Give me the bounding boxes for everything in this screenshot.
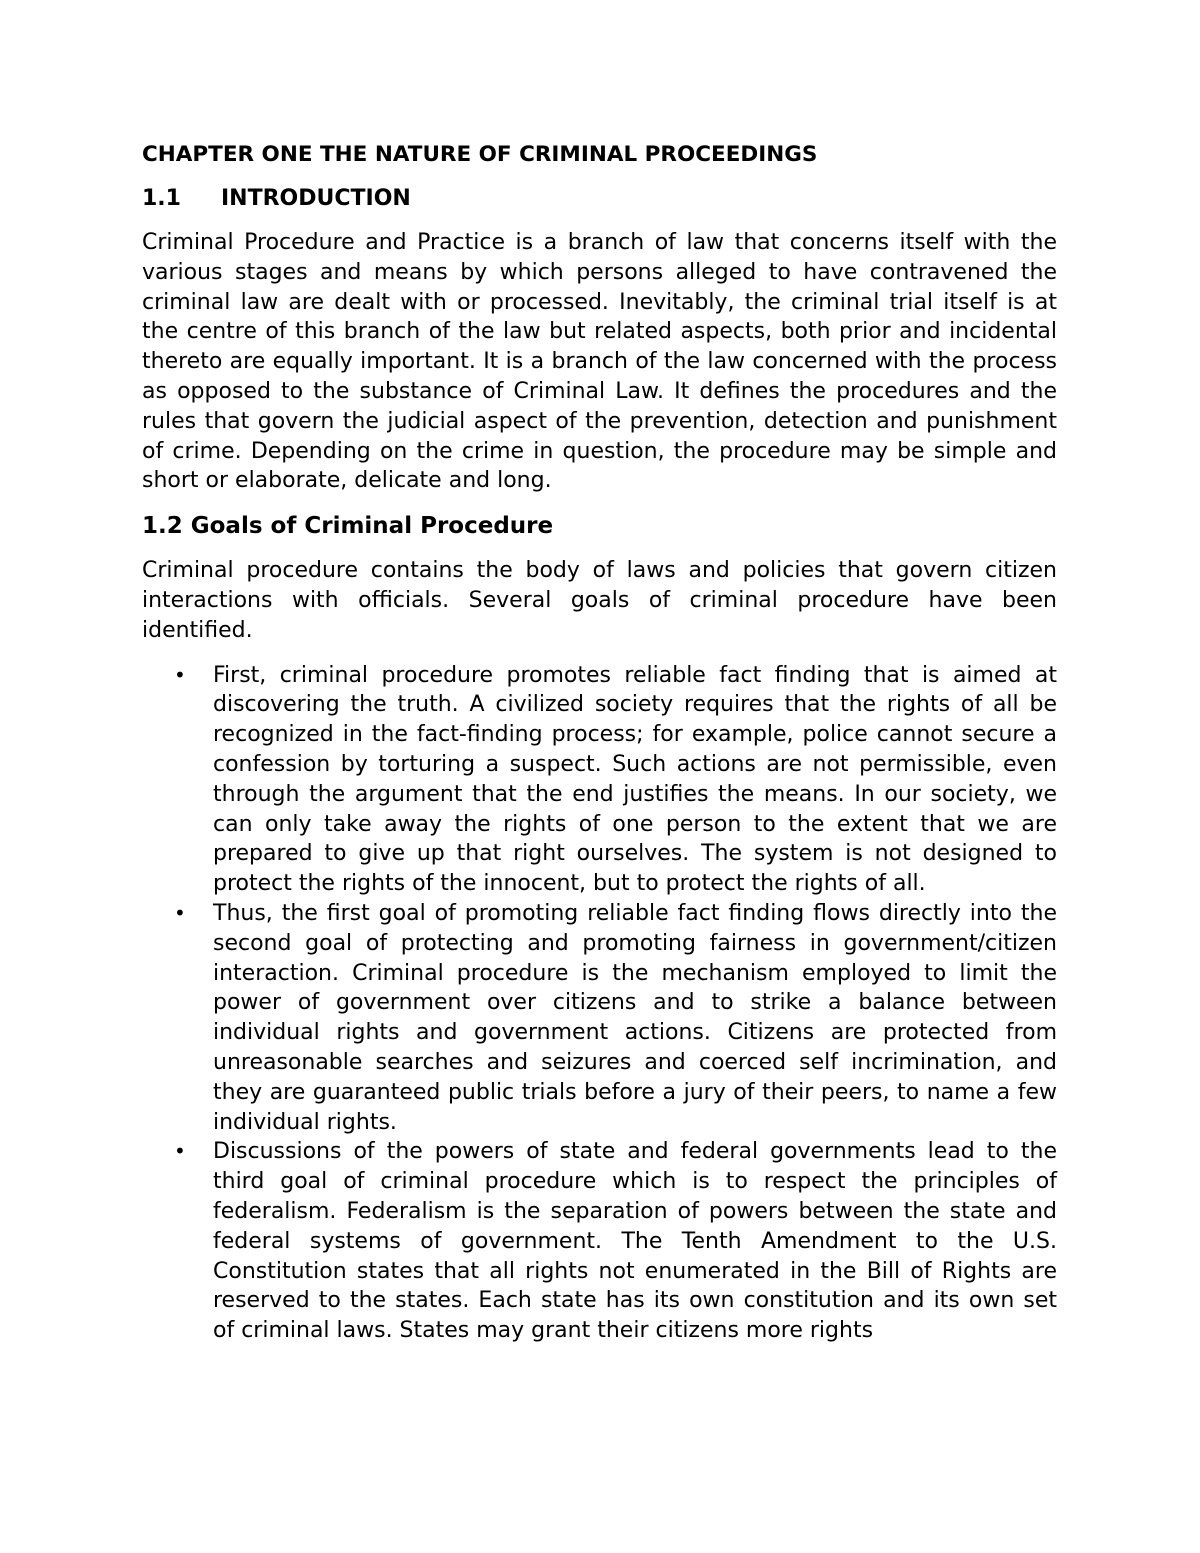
goals-bullet-list	[142, 661, 1057, 1346]
bullet-icon: •	[174, 1139, 186, 1164]
list-item-text: Thus, the first goal of promoting reliable fact finding flows directly into the second goal of protecting and promoting fairness in government/citizen interaction. Criminal procedure is the mechanism employed to limit the power of government over citizens and to strike a balance between individual rights and government actions. Citizens are protected from unreasonable searches and seizures and coerced self incrimination, and they are guaranteed public trials before a jury of their peers, to name a few individual rights.	[213, 900, 1057, 1135]
list-item	[142, 1137, 1057, 1346]
section-title: INTRODUCTION	[221, 186, 411, 211]
list-item-text: Discussions of the powers of state and federal governments lead to the third goal of criminal procedure which is to respect the principles of federalism. Federalism is the separation of powers between the state and federal systems of government. The Tenth Amendment to the U.S. Constitution states that all rights not enumerated in the Bill of Rights are reserved to the states. Each state has its own constitution and its own set of criminal laws. States may grant their citizens more rights	[213, 1139, 1057, 1344]
introduction-paragraph: Criminal Procedure and Practice is a branch of law that concerns itself with the various stages and means by which persons alleged to have contravened the criminal law are dealt with or processed. Inevitably, the criminal trial itself is at the centre of this branch of the law but related aspects, both prior and incidental thereto are equally important. It is a branch of the law concerned with the process as opposed to the substance of Criminal Law. It defines the procedures and the rules that govern the judicial aspect of the prevention, detection and punishment of crime. Depending on the crime in question, the procedure may be simple and short or elaborate, delicate and long.	[142, 230, 1057, 494]
chapter-title: CHAPTER ONE THE NATURE OF CRIMINAL PROCEEDINGS	[142, 142, 818, 167]
bullet-icon: •	[174, 662, 186, 687]
section-heading-goals: 1.2 Goals of Criminal Procedure	[142, 513, 554, 540]
list-item	[142, 661, 1057, 899]
list-item-text: First, criminal procedure promotes reliable fact finding that is aimed at discovering the truth. A civilized society requires that the rights of all be recognized in the fact-finding process; for example, police cannot secure a confession by torturing a suspect. Such actions are not permissible, even through the argument that the end justifies the means. In our society, we can only take away the rights of one person to the extent that we are prepared to give up that right ourselves. The system is not designed to protect the rights of the innocent, but to protect the rights of all.	[213, 662, 1057, 897]
document-page	[142, 140, 1057, 1346]
section-heading-introduction	[142, 184, 1057, 214]
list-item	[142, 899, 1057, 1137]
goals-paragraph: Criminal procedure contains the body of laws and policies that govern citizen interactions with officials. Several goals of criminal procedure have been identified.	[142, 558, 1057, 643]
section-number: 1.1	[142, 186, 181, 211]
bullet-icon: •	[174, 900, 186, 925]
